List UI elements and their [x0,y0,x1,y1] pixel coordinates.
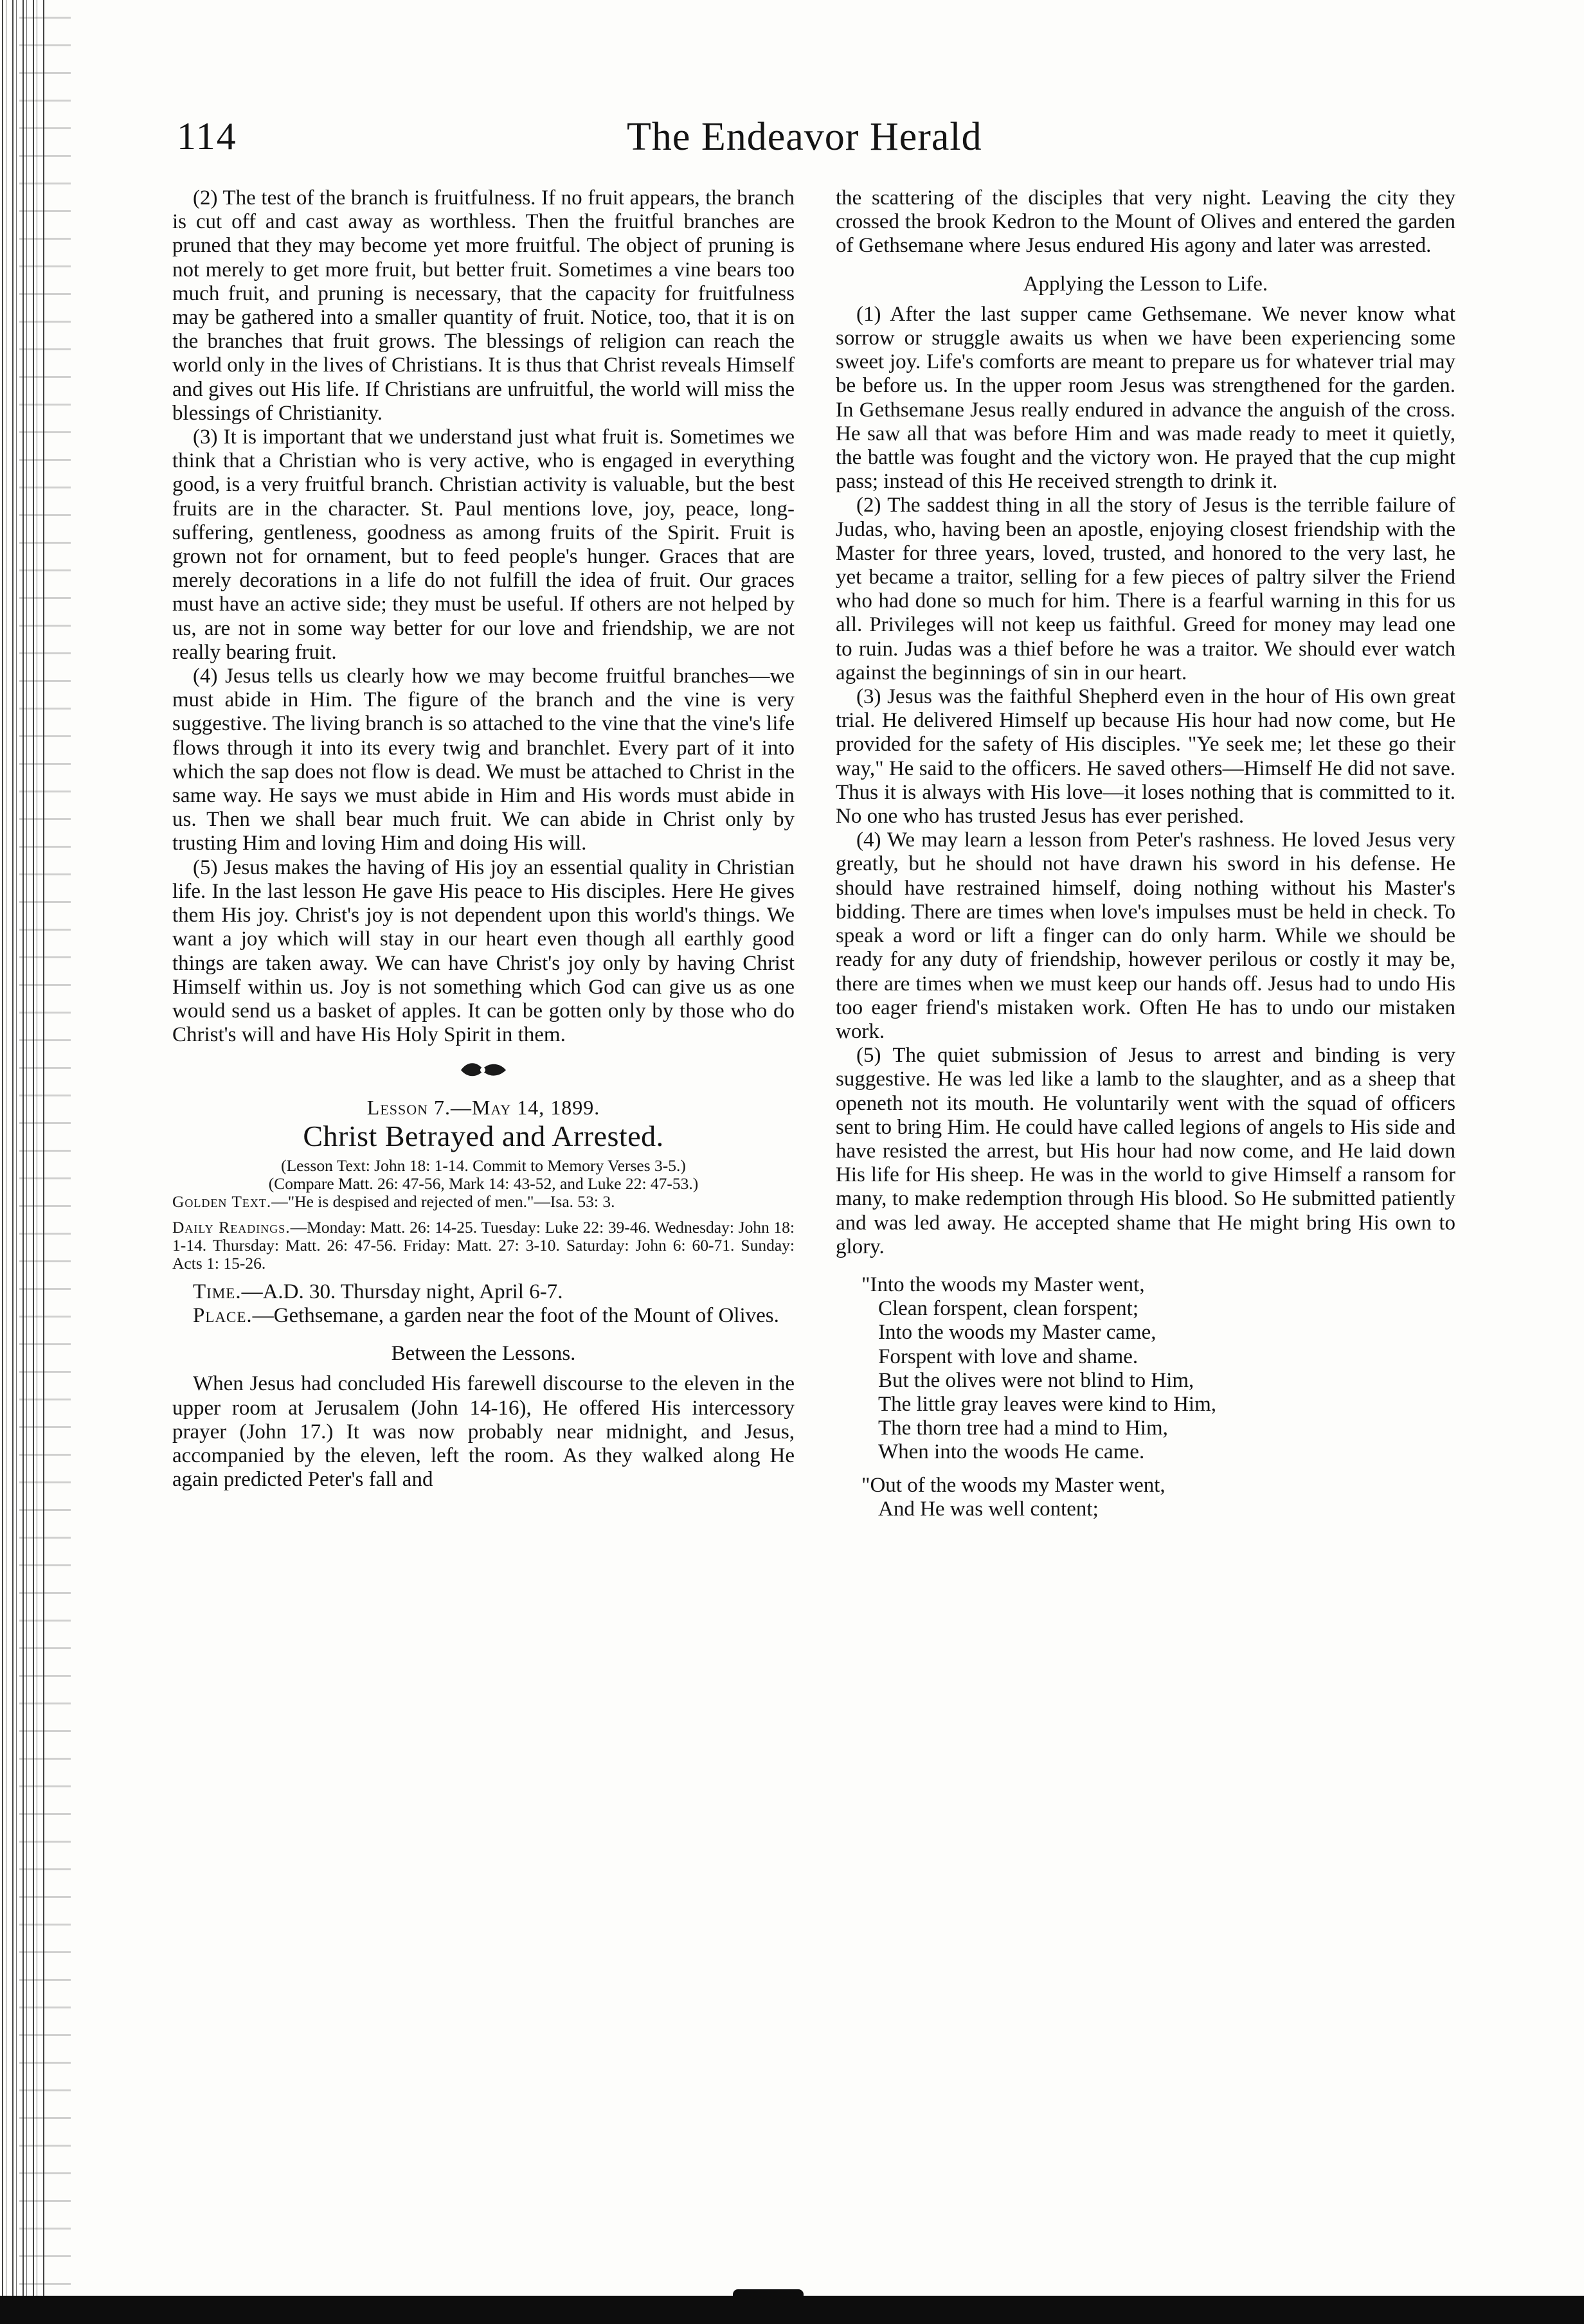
right-column [836,186,1455,1521]
page-binding-shadow [19,0,71,2324]
place-label: Place. [193,1303,253,1327]
poem-line: The little gray leaves were kind to Him, [878,1392,1217,1416]
poem-line: The thorn tree had a mind to Him, [878,1417,1168,1440]
ornament-icon [455,1059,512,1082]
left-column [172,186,795,1492]
golden-text-body: —"He is despised and rejected of men."—Isa. 53: 3. [271,1192,615,1211]
between-lessons-heading: Between the Lessons. [391,1342,576,1366]
left-paragraph-5: (5) Jesus makes the having of His joy an essential quality in Christian life. In the last lesson He gave His peace to His disciples. Here He gives them His joy. Christ's joy is not dependent upon this world's things. We want a joy which will stay in our heart even though all earthly good things are taken away. We can have Christ's joy only by having Christ Himself within us. Joy is not something which God can give us as one would send us a basket of apples. It can be gotten only by those who do Christ's will and have His Holy Spirit in them. [172,855,795,1047]
right-continuation: the scattering of the disciples that very night. Leaving the city they crossed the brook Kedron to the Mount of Olives and entered the garden of Gethsemane where Jesus endured His agony and later was arrested. [836,186,1455,258]
poem-line: "Into the woods my Master went, [861,1273,1145,1296]
poem-line: Into the woods my Master came, [878,1321,1156,1345]
daily-readings-label: Daily Readings. [172,1217,291,1237]
lesson-title: Christ Betrayed and Arrested. [303,1119,664,1152]
golden-text [172,1193,795,1211]
left-paragraph-4: (4) Jesus tells us clearly how we may become fruitful branches—we must abide in Him. The figure of the branch and the vine is very suggestive. The living branch is so attached to the vine that the vine's life flows through it into its every twig and branchlet. Every part of it into which the sap does not flow is dead. We must be attached to Christ in the same way. He says we must abide in Him and His words must abide in us. Then we shall bear much fruit. We can abide in Christ only by trusting Him and loving Him and doing His will. [172,665,795,855]
place-text: —Gethsemane, a garden near the foot of the Mount of Olives. [252,1303,779,1327]
poem-line: Clean forspent, clean forspent; [878,1297,1139,1321]
section-ornament [172,1059,795,1084]
time-line [172,1280,795,1304]
spacer [172,1273,795,1280]
right-paragraph-2: (2) The saddest thing in all the story of Jesus is the terrible failure of Judas, who, having been an apostle, enjoying closest friendship with the Master for three years, loved, trusted, and honored to the very last, he yet became a traitor, selling for a few pieces of paltry silver the Friend who had done so much for him. There is a fearful warning in this for us all. Privileges will not keep us faithful. Greed for money may lead one to ruin. Judas was a thief before he was a traitor. We should ever watch against the beginnings of sin in our heart. [836,494,1455,684]
compare-reference: (Compare Matt. 26: 47-56, Mark 14: 43-52, and Luke 22: 47-53.) [268,1174,699,1193]
left-paragraph-3: (3) It is important that we understand just what fruit is. Sometimes we think that a Christian who is very active, who is engaged in everything good, is a very fruitful branch. Christian activity is valuable, but the best fruits are in the character. St. Paul mentions love, joy, peace, long-suffering, gentleness, goodness as among fruits of the Spirit. Fruit is grown not for ornament, but to feed people's hunger. Graces that are merely decorations in a life do not fulfill the idea of fruit. Our graces must have an active side; they must be useful. If others are not helped by us, are not in some way better for our love and friendship, we are not really bearing fruit. [172,425,795,664]
daily-readings-body: —Monday: Matt. 26: 14-25. Tuesday: Luke 22: 39-46. Wednesday: John 18: 1-14. Thursday: Matt. 26: 47-56. Friday: Matt. 27: 3-10. Saturday: John 6: 60-71. Sunday: Acts 1: 15-26. [172,1217,795,1273]
page-bottom-edge [0,2296,1584,2324]
place-line [172,1304,795,1328]
lesson-number: Lesson 7.—May 14, 1899. [366,1096,600,1120]
poem-line: "Out of the woods my Master went, [861,1473,1166,1497]
poem [861,1273,1455,1521]
lesson-text-reference: (Lesson Text: John 18: 1-14. Commit to Memory Verses 3-5.) [281,1156,686,1175]
page-number: 114 [177,115,237,157]
stanza-break [861,1465,1455,1474]
right-paragraph-5: (5) The quiet submission of Jesus to arrest and binding is very suggestive. He was led like a lamb to the slaughter, and as a sheep that openeth not its mouth. He voluntarily went with the squad of officers sent to bring Him. He could have called legions of angels to His side and have resisted the arrest, but His hour had now come, and He laid down His life for His sheep. He was in the world to give Himself a ransom for many, to make redemption through His blood. So He submitted patiently and was led away. He accepted shame that He might bring His own to glory. [836,1044,1455,1258]
poem-line: When into the woods He came. [878,1440,1145,1464]
page-header [177,114,1462,185]
between-lessons-paragraph: When Jesus had concluded His farewell discourse to the eleven in the upper room at Jerusalem (John 14-16), He offered His intercessory prayer (John 17.) It was now probably near midnight, and Jesus, accompanied by the eleven, left the room. As they walked along He again predicted Peter's fall and [172,1372,795,1492]
poem-line: But the olives were not blind to Him, [878,1368,1194,1392]
journal-title: The Endeavor Herald [627,115,982,159]
poem-line: Forspent with love and shame. [878,1345,1138,1368]
applying-heading: Applying the Lesson to Life. [1023,272,1268,296]
left-paragraph-2: (2) The test of the branch is fruitfulness. If no fruit appears, the branch is cut off and cast away as worthless. Then the fruitful branches are pruned that they may become yet more fruitful. The object of pruning is not merely to get more fruit, but better fruit. Sometimes a vine bears too much fruit, and pruning is necessary, that the capacity for fruitfulness may be gathered into a smaller quantity of fruit. Notice, too, that it is on the branches that fruit grows. The blessings of religion can reach the world only in the lives of Christians. It is thus that Christ reveals Himself and gives out His life. If Christians are unfruitful, the world will miss the blessings of Christianity. [172,186,795,425]
right-paragraph-4: (4) We may learn a lesson from Peter's rashness. He loved Jesus very greatly, but he should not have drawn his sword in his defense. He should have restrained himself, doing nothing without his Master's bidding. There are times when love's impulses must be held in check. To speak a word or lift a finger can do only harm. While we should be ready for any duty of friendship, however perilous or costly it may be, there are times when we must keep our hands off. Jesus had to undo His too eager friend's mistaken work. Often He has to undo our mistaken work. [836,828,1455,1043]
golden-text-label: Golden Text. [172,1192,272,1211]
daily-readings [172,1219,795,1273]
time-text: —A.D. 30. Thursday night, April 6-7. [241,1280,563,1303]
page-bottom-mark [733,2289,804,2300]
right-paragraph-3: (3) Jesus was the faithful Shepherd even in the hour of His own great trial. He delivered Himself up because His hour had now come, but He provided for the safety of His disciples. "Ye seek me; let these go their way," He said to the officers. He saved others—Himself He did not save. Thus it is always with His love—it loses nothing that is committed to it. No one who has trusted Jesus has ever perished. [836,685,1455,828]
right-paragraph-1: (1) After the last supper came Gethsemane. We never know what sorrow or struggle awaits us when we have been experiencing some sweet joy. Life's comforts are meant to prepare us for whatever trial may be before us. In the upper room Jesus was strengthened for the garden. In Gethsemane Jesus really endured in advance the anguish of the cross. He saw all that was before Him and was made ready to meet it quietly, the battle was fought and the victory won. He prayed that the cup might pass; instead of this He received strength to drink it. [836,302,1455,494]
poem-line: And He was well content; [878,1497,1099,1521]
time-label: Time. [193,1280,242,1303]
